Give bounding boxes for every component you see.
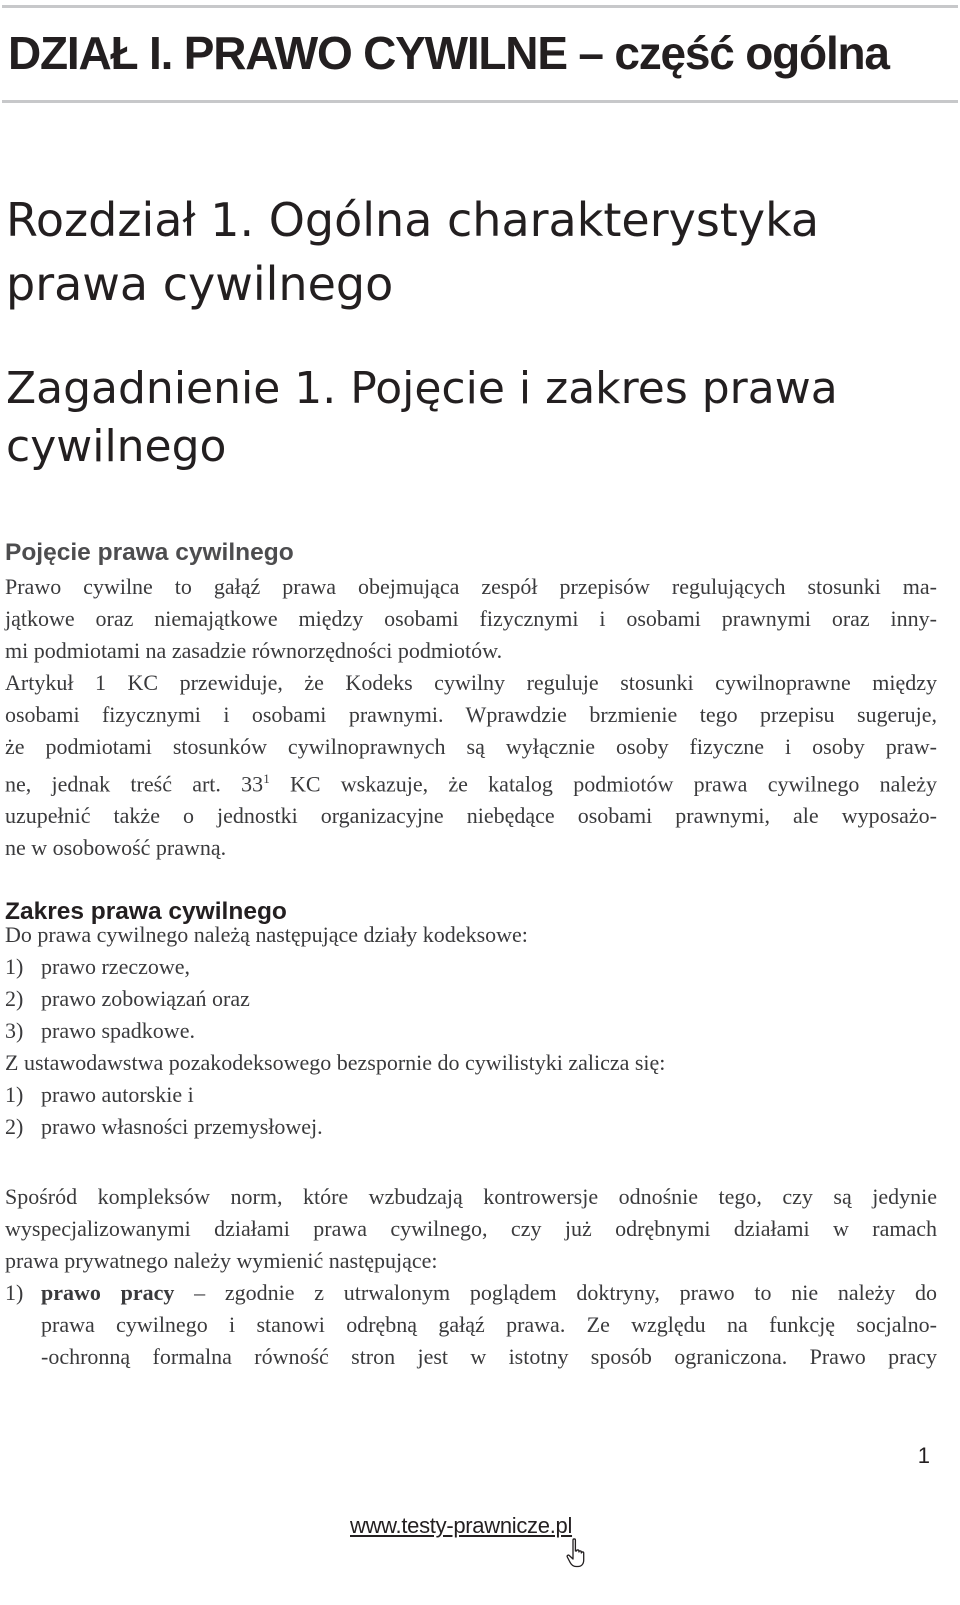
list-text: prawo własności przemysłowej. (41, 1114, 323, 1139)
text-fragment: KC wskazuje, że katalog podmiotów prawa cywilnego należy (269, 771, 937, 797)
text-line: uzupełnić także o jednostki organizacyjne niebędące osobami prawnymi, ale wyposażo- (5, 803, 937, 829)
list-item (5, 1015, 937, 1047)
paragraph-scope-intro: Do prawa cywilnego należą następujące działy kodeksowe: (5, 922, 528, 947)
text-line: Prawo cywilne to gałąź prawa obejmująca zespół przepisów regulujących stosunki ma- (5, 574, 937, 599)
top-rule (2, 5, 958, 8)
list-number: 1) (5, 1280, 24, 1305)
paragraph-concept-definition (5, 571, 937, 667)
text-line: mi podmiotami na zasadzie równorzędności podmiotów. (5, 638, 503, 663)
topic-title: Zagadnienie 1. Pojęcie i zakres prawa cywilnego (6, 363, 838, 472)
code-branches-list (5, 951, 937, 1047)
section-heading-scope: Zakres prawa cywilnego (5, 898, 287, 925)
list-text: prawo autorskie i (41, 1082, 194, 1107)
text-line: że podmiotami stosunków cywilnoprawnych są wyłącznie osoby fizyczne i osoby praw- (5, 734, 937, 759)
text-line-article-33 (5, 763, 937, 800)
list-item (5, 983, 937, 1015)
title-rule (2, 100, 958, 103)
text-line: prawa prywatnego należy wymienić następujące: (5, 1248, 438, 1273)
page-number: 1 (917, 1443, 930, 1468)
list-item (5, 951, 937, 983)
list-number: 2) (5, 986, 24, 1011)
controversy-list (5, 1277, 937, 1373)
term-labour-law: prawo pracy (41, 1280, 175, 1305)
list-text: prawo rzeczowe, (41, 954, 191, 979)
part-title: DZIAŁ I. PRAWO CYWILNE – część ogólna (8, 27, 889, 79)
list-item (5, 1079, 937, 1111)
text-line: Spośród kompleksów norm, które wzbudzają kontrowersje odnośnie tego, czy są jedynie (5, 1184, 937, 1209)
text-fragment: ne, jednak treść art. 33 (5, 771, 264, 797)
section-heading-concept: Pojęcie prawa cywilnego (5, 539, 294, 566)
paragraph-article-1 (5, 667, 937, 864)
list-number: 3) (5, 1018, 24, 1043)
text-line: osobami fizycznymi i osobami prawnymi. Wprawdzie brzmienie tego przepisu sugeruje, (5, 702, 937, 727)
extra-branches-list (5, 1079, 937, 1143)
superscript: 1 (263, 771, 270, 786)
text-fragment: – zgodnie z utrwalonym poglądem doktryny, prawo to nie należy do (174, 1280, 938, 1305)
hand-pointer-icon (566, 1538, 588, 1568)
text-line: Artykuł 1 KC przewiduje, że Kodeks cywilny reguluje stosunki cywilnoprawne między (5, 670, 937, 695)
text-line: ne w osobowość prawną. (5, 835, 227, 861)
text-line: -ochronną formalna równość stron jest w istotny sposób ograniczona. Prawo pracy (41, 1344, 937, 1369)
text-line: jątkowe oraz niemajątkowe między osobami fizycznymi i osobami prawnymi oraz inny- (5, 606, 937, 631)
list-number: 1) (5, 954, 24, 979)
list-number: 1) (5, 1082, 24, 1107)
list-text: prawo spadkowe. (41, 1018, 195, 1043)
chapter-title: Rozdział 1. Ogólna charakterystyka prawa cywilnego (6, 193, 820, 311)
text-line: wyspecjalizowanymi działami prawa cywilnego, czy już odrębnymi działami w ramach (5, 1216, 937, 1241)
paragraph-extra-intro: Z ustawodawstwa pozakodeksowego bezspornie do cywilistyki zalicza się: (5, 1050, 666, 1075)
text-line (41, 1277, 937, 1309)
footer-link[interactable]: www.testy-prawnicze.pl (350, 1513, 573, 1538)
paragraph-controversy (5, 1181, 937, 1277)
list-item (5, 1111, 937, 1143)
list-item-labour-law (5, 1277, 937, 1373)
list-text: prawo zobowiązań oraz (41, 986, 250, 1011)
list-number: 2) (5, 1114, 24, 1139)
text-line: prawa cywilnego i stanowi odrębną gałąź prawa. Ze względu na funkcję socjalno- (41, 1312, 937, 1337)
